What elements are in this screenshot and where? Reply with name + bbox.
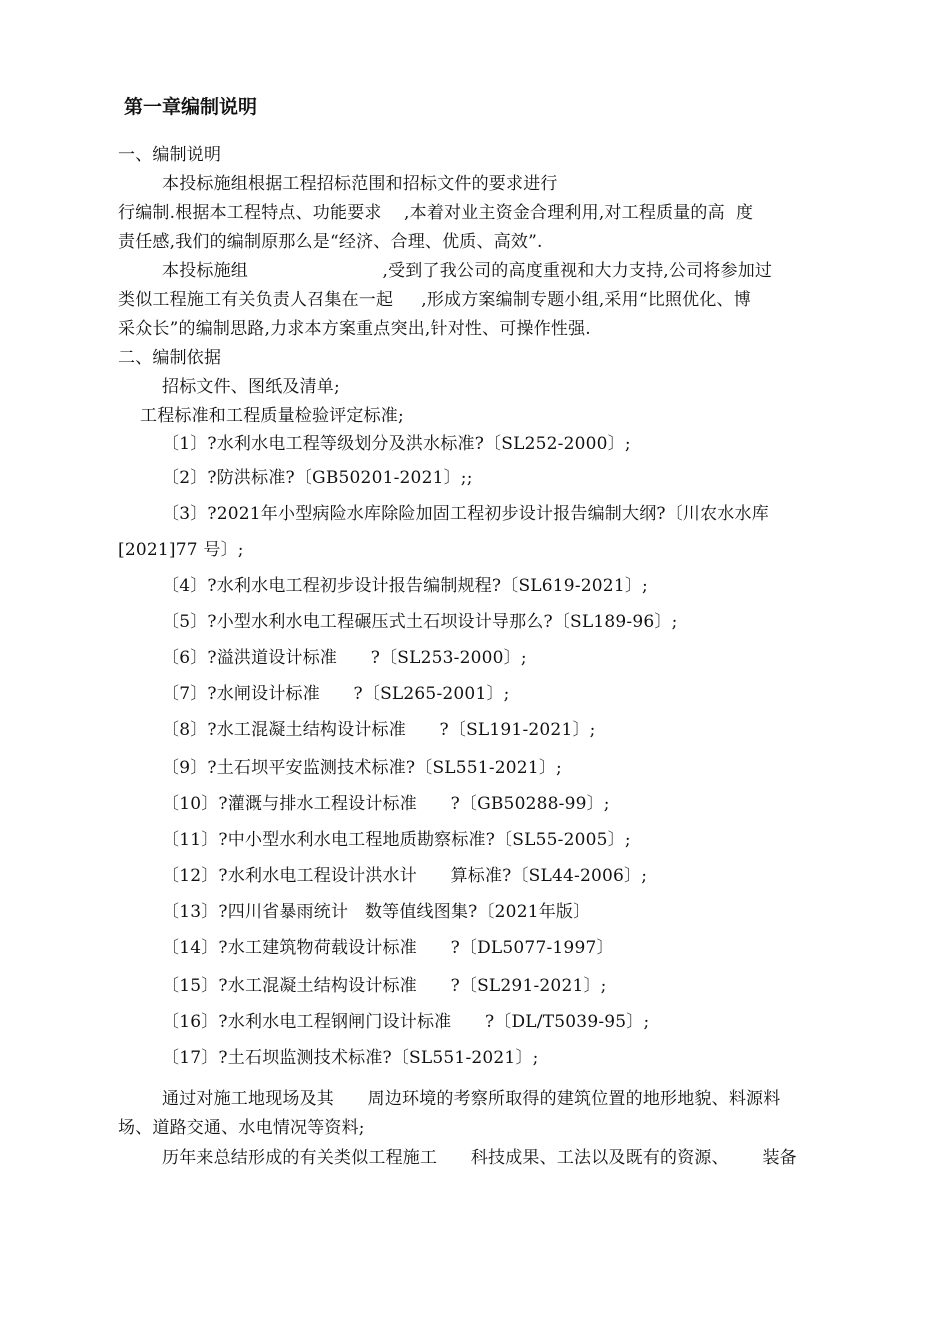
reference-item: 〔10〕?灌溉与排水工程设计标准 ?〔GB50288-99〕; [162, 794, 610, 814]
reference-item: 〔6〕?溢洪道设计标准 ?〔SL253-2000〕; [162, 648, 527, 668]
reference-item: [2021]77 号〕; [118, 540, 244, 560]
reference-item: 〔3〕?2021年小型病险水库除险加固工程初步设计报告编制大纲?〔川农水水库 [162, 504, 769, 524]
reference-item: 〔4〕?水利水电工程初步设计报告编制规程?〔SL619-2021〕; [162, 576, 648, 596]
reference-item: 〔16〕?水利水电工程钢闸门设计标准 ?〔DL/T5039-95〕; [162, 1012, 650, 1032]
paragraph-line: 历年来总结形成的有关类似工程施工 科技成果、工法以及既有的资源、 装备 [162, 1148, 797, 1168]
section-heading: 二、编制依据 [118, 348, 222, 368]
paragraph-line: 类似工程施工有关负责人召集在一起 ,形成方案编制专题小组,采用“比照优化、博 [118, 290, 751, 310]
chapter-title: 第一章编制说明 [124, 96, 258, 118]
paragraph-line: 行编制.根据本工程特点、功能要求 ,本着对业主资金合理利用,对工程质量的高 度 [118, 203, 754, 223]
paragraph-line: 责任感,我们的编制原那么是“经济、合理、优质、高效”. [118, 232, 543, 252]
reference-item: 〔8〕?水工混凝土结构设计标准 ?〔SL191-2021〕; [162, 720, 596, 740]
paragraph-line: 招标文件、图纸及清单; [162, 377, 340, 397]
paragraph-line: 通过对施工地现场及其 周边环境的考察所取得的建筑位置的地形地貌、料源料 [162, 1089, 781, 1109]
reference-item: 〔1〕?水利水电工程等级划分及洪水标准?〔SL252-2000〕; [162, 434, 631, 454]
paragraph-line: 本投标施组根据工程招标范围和招标文件的要求进行 [162, 174, 558, 194]
reference-item: 〔5〕?小型水利水电工程碾压式土石坝设计导那么?〔SL189-96〕; [162, 612, 678, 632]
reference-item: 〔17〕?土石坝监测技术标准?〔SL551-2021〕; [162, 1048, 539, 1068]
reference-item: 〔9〕?土石坝平安监测技术标准?〔SL551-2021〕; [162, 758, 562, 778]
reference-item: 〔2〕?防洪标准?〔GB50201-2021〕;; [162, 468, 473, 488]
reference-item: 〔7〕?水闸设计标准 ?〔SL265-2001〕; [162, 684, 510, 704]
paragraph-line: 本投标施组 ,受到了我公司的高度重视和大力支持,公司将参加过 [162, 261, 773, 281]
reference-item: 〔15〕?水工混凝土结构设计标准 ?〔SL291-2021〕; [162, 976, 607, 996]
section-heading: 一、编制说明 [118, 145, 222, 165]
paragraph-line: 采众长”的编制思路,力求本方案重点突出,针对性、可操作性强. [118, 319, 591, 339]
reference-item: 〔14〕?水工建筑物荷载设计标准 ?〔DL5077-1997〕 [162, 938, 614, 958]
paragraph-line: 场、道路交通、水电情况等资料; [118, 1118, 365, 1138]
paragraph-line: 工程标准和工程质量检验评定标准; [140, 406, 404, 426]
reference-item: 〔13〕?四川省暴雨统计 数等值线图集?〔2021年版〕 [162, 902, 591, 922]
reference-item: 〔12〕?水利水电工程设计洪水计 算标准?〔SL44-2006〕; [162, 866, 648, 886]
reference-item: 〔11〕?中小型水利水电工程地质勘察标准?〔SL55-2005〕; [162, 830, 631, 850]
